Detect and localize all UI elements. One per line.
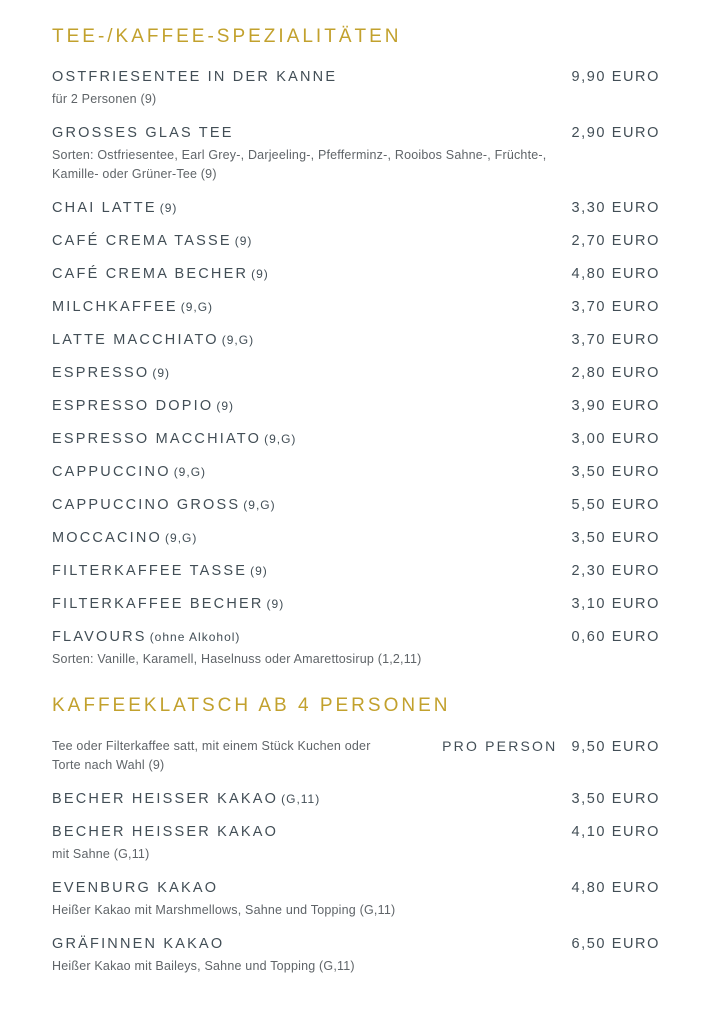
menu-item	[52, 199, 660, 217]
item-price: 2,80 EURO	[571, 365, 660, 381]
menu-item-row	[52, 364, 660, 382]
menu-item	[52, 463, 660, 481]
item-name: LATTE MACCHIATO	[52, 332, 219, 348]
menu-item	[52, 823, 660, 864]
item-name: ESPRESSO MACCHIATO	[52, 431, 262, 447]
section-items	[52, 737, 660, 976]
menu-item-price-group	[571, 364, 660, 381]
item-allergen-note: (9,G)	[173, 465, 207, 479]
menu-item-price-group	[571, 529, 660, 546]
section-title: KAFFEEKLATSCH AB 4 PERSONEN	[52, 695, 451, 716]
item-description: für 2 Personen (9)	[52, 92, 157, 106]
menu-item-price-group	[571, 430, 660, 447]
item-price: 3,70 EURO	[571, 332, 660, 348]
menu-item	[52, 331, 660, 349]
item-description: mit Sahne (G,11)	[52, 847, 150, 861]
item-allergen-note: (G,11)	[281, 792, 321, 806]
menu-item-price-group	[571, 496, 660, 513]
item-price: 9,50 EURO	[571, 739, 660, 755]
menu-item-row	[52, 298, 660, 316]
menu-item-row	[52, 397, 660, 415]
menu-item-left	[52, 397, 234, 415]
menu-item-left	[52, 68, 337, 109]
section-title: TEE-/KAFFEE-SPEZIALITÄTEN	[52, 26, 402, 47]
item-name: CHAI LATTE	[52, 200, 157, 216]
item-name: GRÄFINNEN KAKAO	[52, 936, 225, 952]
menu-item-row	[52, 124, 660, 184]
item-description: Heißer Kakao mit Baileys, Sahne und Topping (G,11)	[52, 959, 355, 973]
item-name: GROSSES GLAS TEE	[52, 125, 234, 141]
item-price: 3,00 EURO	[571, 431, 660, 447]
item-price: 3,30 EURO	[571, 200, 660, 216]
menu-item-row	[52, 529, 660, 547]
menu-item-price-group	[442, 737, 660, 755]
menu-item-row	[52, 790, 660, 808]
item-name: BECHER HEISSER KAKAO	[52, 791, 279, 807]
menu-item	[52, 628, 660, 669]
item-price: 4,10 EURO	[571, 824, 660, 840]
item-description: Tee oder Filterkaffee satt, mit einem Stück Kuchen oder Torte nach Wahl (9)	[52, 739, 371, 772]
item-name: MILCHKAFFEE	[52, 299, 178, 315]
item-name: FILTERKAFFEE BECHER	[52, 596, 264, 612]
menu-item-left	[52, 790, 320, 808]
menu-item-left	[52, 124, 557, 184]
menu-item	[52, 232, 660, 250]
menu-item-left	[52, 595, 284, 613]
menu-item-row	[52, 232, 660, 250]
menu-item	[52, 935, 660, 976]
menu-item-price-group	[571, 628, 660, 645]
menu-item-left	[52, 430, 296, 448]
item-description: Sorten: Vanille, Karamell, Haselnuss oder Amarettosirup (1,2,11)	[52, 652, 422, 666]
item-allergen-note: (9,G)	[243, 498, 276, 512]
menu-item-row	[52, 562, 660, 580]
menu-item-left	[52, 265, 269, 283]
menu-item-row	[52, 331, 660, 349]
menu-item-price-group	[571, 265, 660, 282]
item-price: 4,80 EURO	[571, 880, 660, 896]
menu-item-row	[52, 823, 660, 864]
item-name: CAPPUCCINO GROSS	[52, 497, 241, 513]
item-price: 9,90 EURO	[571, 69, 660, 85]
menu-item	[52, 397, 660, 415]
menu-item-left	[52, 496, 276, 514]
menu-item-row	[52, 628, 660, 669]
menu-item-price-group	[571, 199, 660, 216]
item-price: 5,50 EURO	[571, 497, 660, 513]
menu-item	[52, 595, 660, 613]
item-name: ESPRESSO	[52, 365, 150, 381]
item-allergen-note: (ohne Alkohol)	[149, 630, 241, 644]
menu-item-left	[52, 364, 170, 382]
item-name: ESPRESSO DOPIO	[52, 398, 214, 414]
item-name: CAFÉ CREMA TASSE	[52, 233, 232, 249]
menu-item-price-group	[571, 823, 660, 840]
menu-item-left	[52, 463, 206, 481]
menu-item	[52, 265, 660, 283]
item-allergen-note: (9)	[152, 366, 171, 380]
item-price: 2,90 EURO	[571, 125, 660, 141]
item-name: EVENBURG KAKAO	[52, 880, 219, 896]
menu-item-left	[52, 331, 254, 349]
menu-item-price-group	[571, 790, 660, 807]
item-price: 3,50 EURO	[571, 464, 660, 480]
menu-item	[52, 124, 660, 184]
item-price: 3,50 EURO	[571, 530, 660, 546]
item-allergen-note: (9)	[159, 201, 178, 215]
menu-item-price-group	[571, 397, 660, 414]
menu-item	[52, 737, 660, 775]
menu-item	[52, 562, 660, 580]
item-name: FILTERKAFFEE TASSE	[52, 563, 248, 579]
menu-item-left	[52, 628, 421, 669]
menu-item	[52, 879, 660, 920]
section-items	[52, 68, 660, 669]
menu-item	[52, 529, 660, 547]
item-allergen-note: (9)	[251, 267, 269, 281]
item-allergen-note: (9)	[250, 564, 268, 578]
item-price: 3,90 EURO	[571, 398, 660, 414]
menu-item-row	[52, 935, 660, 976]
item-name: MOCCACINO	[52, 530, 163, 546]
menu-item-price-group	[571, 463, 660, 480]
menu-item-left	[52, 199, 177, 217]
menu-item-left	[52, 298, 213, 316]
menu-section	[52, 695, 660, 976]
menu-item	[52, 496, 660, 514]
item-allergen-note: (9)	[234, 234, 253, 248]
menu-item-price-group	[571, 124, 660, 141]
item-name: CAPPUCCINO	[52, 464, 171, 480]
menu-item	[52, 298, 660, 316]
menu-item-price-group	[571, 595, 660, 612]
menu-item-row	[52, 496, 660, 514]
item-allergen-note: (9,G)	[165, 531, 198, 545]
menu-item-price-group	[571, 68, 660, 85]
menu-item-price-group	[571, 298, 660, 315]
item-name: OSTFRIESENTEE IN DER KANNE	[52, 69, 338, 85]
item-price: 3,10 EURO	[571, 596, 660, 612]
menu-item-price-group	[571, 562, 660, 579]
menu-item-row	[52, 595, 660, 613]
item-name: BECHER HEISSER KAKAO	[52, 824, 279, 840]
item-price: 3,70 EURO	[571, 299, 660, 315]
item-price: 2,70 EURO	[571, 233, 660, 249]
item-description: Heißer Kakao mit Marshmellows, Sahne und Topping (G,11)	[52, 903, 396, 917]
menu-item-left	[52, 823, 278, 864]
item-description: Sorten: Ostfriesentee, Earl Grey-, Darjeeling-, Pfefferminz-, Rooibos Sahne-, Früchte-, Kamille- oder Grüner-Tee (9)	[52, 148, 547, 181]
item-allergen-note: (9,G)	[221, 333, 255, 347]
menu-item-price-group	[571, 232, 660, 249]
menu-section	[52, 26, 660, 669]
menu-item-row	[52, 430, 660, 448]
menu-item-row	[52, 199, 660, 217]
menu-item-price-group	[571, 935, 660, 952]
item-allergen-note: (9,G)	[180, 300, 214, 314]
menu-item-left	[52, 737, 397, 775]
menu-item	[52, 68, 660, 109]
item-price: 3,50 EURO	[571, 791, 660, 807]
menu-item-row	[52, 265, 660, 283]
menu-item-left	[52, 232, 252, 250]
price-unit-label: PRO PERSON	[442, 738, 558, 754]
item-name: FLAVOURS	[52, 629, 147, 645]
menu-item-left	[52, 879, 395, 920]
menu-item	[52, 790, 660, 808]
menu-item-row	[52, 879, 660, 920]
item-allergen-note: (9)	[266, 597, 285, 611]
menu-item-left	[52, 935, 355, 976]
menu-item-left	[52, 529, 197, 547]
item-price: 4,80 EURO	[571, 266, 660, 282]
item-price: 6,50 EURO	[571, 936, 660, 952]
menu-item-price-group	[571, 879, 660, 896]
menu-item-price-group	[571, 331, 660, 348]
item-price: 0,60 EURO	[571, 629, 660, 645]
item-allergen-note: (9,G)	[264, 432, 297, 446]
menu-item-row	[52, 737, 660, 775]
menu-item	[52, 364, 660, 382]
item-price: 2,30 EURO	[571, 563, 660, 579]
menu-item-row	[52, 68, 660, 109]
menu-item	[52, 430, 660, 448]
item-allergen-note: (9)	[216, 399, 235, 413]
menu-item-row	[52, 463, 660, 481]
item-name: CAFÉ CREMA BECHER	[52, 266, 249, 282]
menu-item-left	[52, 562, 268, 580]
